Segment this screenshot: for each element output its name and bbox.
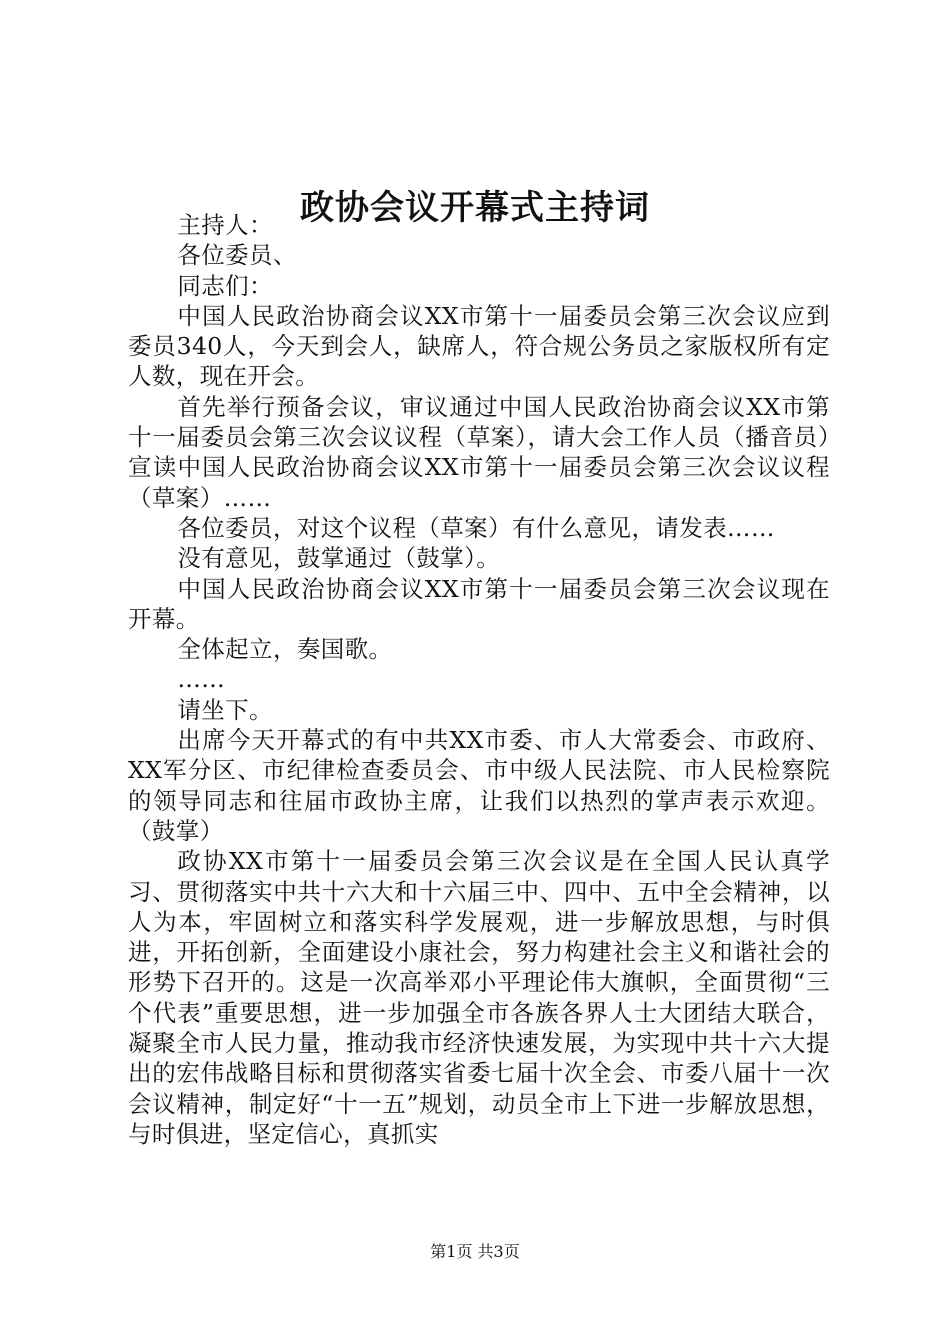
paragraph-agenda-comments: 各位委员，对这个议程（草案）有什么意见，请发表……	[177, 513, 775, 542]
page-footer: 第1页 共3页	[430, 1242, 520, 1261]
paragraph-context: 政协XX市第十一届委员会第三次会议是在全国人民认真学习、贯彻落实中共十六大和十六届三中、四中、五中全会精神，以人为本，牢固树立和落实科学发展观，进一步解放思想，与时俱进，开拓创新，全面建设小康社会，努力构建社会主义和谐社会的形势下召开的。这是一次高举邓小平理论伟大旗帜，全面贯彻“三个代表”重要思想，进一步加强全市各族各界人士大团结大联合，凝聚全市人民力量，推动我市经济快速发展，为实现中共十六大提出的宏伟战略目标和贯彻落实省委七届十次全会、市委八届十一次会议精神，制定好“十一五”规划，动员全市上下进一步解放思想，与时俱进，坚定信心，真抓实	[128, 847, 830, 1148]
paragraph-opening: 中国人民政治协商会议XX市第十一届委员会第三次会议现在开幕。	[128, 574, 830, 633]
paragraph-attendance: 中国人民政治协商会议XX市第十一届委员会第三次会议应到委员340人，今天到会人，缺席人，符合规公务员之家版权所有定人数，现在开会。	[128, 301, 830, 391]
document-body	[128, 210, 830, 1149]
paragraph-host: 主持人：	[177, 211, 273, 239]
paragraph-be-seated: 请坐下。	[177, 695, 273, 724]
paragraph-comrades: 同志们：	[177, 271, 273, 300]
paragraph-preparatory-meeting: 首先举行预备会议，审议通过中国人民政治协商会议XX市第十一届委员会第三次会议议程（草案），请大会工作人员（播音员）宣读中国人民政治协商会议XX市第十一届委员会第三次会议议程（草案）……	[128, 392, 830, 512]
paragraph-ellipsis: ……	[177, 665, 226, 694]
paragraph-attendees: 出席今天开幕式的有中共XX市委、市人大常委会、市政府、XX军分区、市纪律检查委员会、市中级人民法院、市人民检察院的领导同志和往届市政协主席，让我们以热烈的掌声表示欢迎。（鼓掌）	[128, 726, 830, 845]
paragraph-members: 各位委员、	[177, 241, 297, 270]
paragraph-anthem: 全体起立，奏国歌。	[177, 635, 393, 664]
paragraph-approval: 没有意见，鼓掌通过（鼓掌）。	[177, 544, 501, 573]
document-title: 政协会议开幕式主持词	[300, 188, 650, 228]
